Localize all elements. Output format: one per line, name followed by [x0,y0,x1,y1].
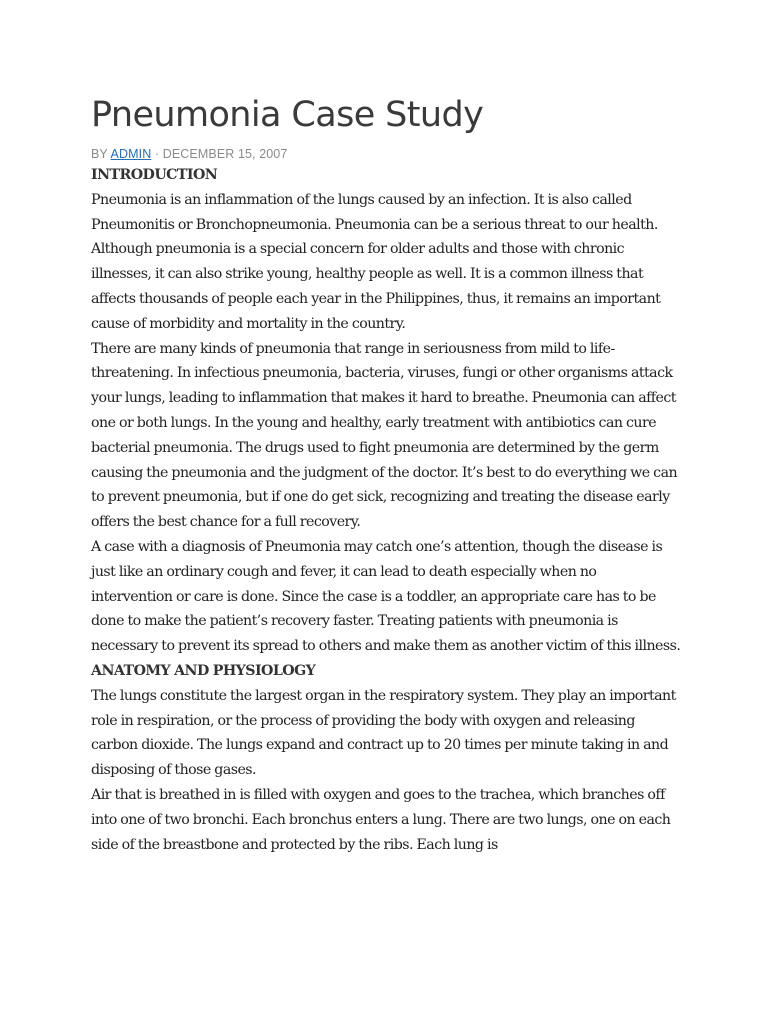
paragraph: There are many kinds of pneumonia that range in seriousness from mild to life-threatening. In infectious pneumonia, bacteria, viruses, fungi or other organisms attack your lungs, leading to inflammation that makes it hard to breathe. Pneumonia can affect one or both lungs. In the young and healthy, early treatment with antibiotics can cure bacterial pneumonia. The drugs used to fight pneumonia are determined by the germ causing the pneumonia and the judgment of the doctor. It’s best to do everything we can to prevent pneumonia, but if one do get sick, recognizing and treating the disease early offers the best chance for a full recovery. [91,340,678,531]
paragraph: Air that is breathed in is filled with oxygen and goes to the trachea, which branches off into one of two bronchi. Each bronchus enters a lung. There are two lungs, one on each side of the breastbone and protected by the ribs. Each lung is [91,786,671,853]
paragraph: A case with a diagnosis of Pneumonia may catch one’s attention, though the disease is just like an ordinary cough and fever, it can lead to death especially when no intervention or care is done. Since the case is a toddler, an appropriate care has to be done to make the patient’s recovery faster. Treating patients with pneumonia is necessary to prevent its spread to others and make them as another victim of this illness. [91,538,681,655]
byline [91,146,681,163]
article-body [91,163,681,857]
page-title: Pneumonia Case Study [91,95,484,135]
section-heading-anatomy: ANATOMY AND PHYSIOLOGY [91,662,316,679]
paragraph: The lungs constitute the largest organ in the respiratory system. They play an important role in respiration, or the process of providing the body with oxygen and releasing carbon dioxide. The lungs expand and contract up to 20 times per minute taking in and disposing of those gases. [91,687,676,779]
author-link[interactable]: ADMIN [110,147,152,161]
post-date: · DECEMBER 15, 2007 [151,147,288,161]
paragraph: Pneumonia is an inflammation of the lungs caused by an infection. It is also called Pneumonitis or Bronchopneumonia. Pneumonia can be a serious threat to our health. Although pneumonia is a special concern for older adults and those with chronic illnesses, it can also strike young, healthy people as well. It is a common illness that affects thousands of people each year in the Philippines, thus, it remains an important cause of morbidity and mortality in the country. [91,191,661,332]
byline-prefix: BY [91,147,111,161]
article [91,92,681,857]
section-heading-introduction: INTRODUCTION [91,167,218,183]
